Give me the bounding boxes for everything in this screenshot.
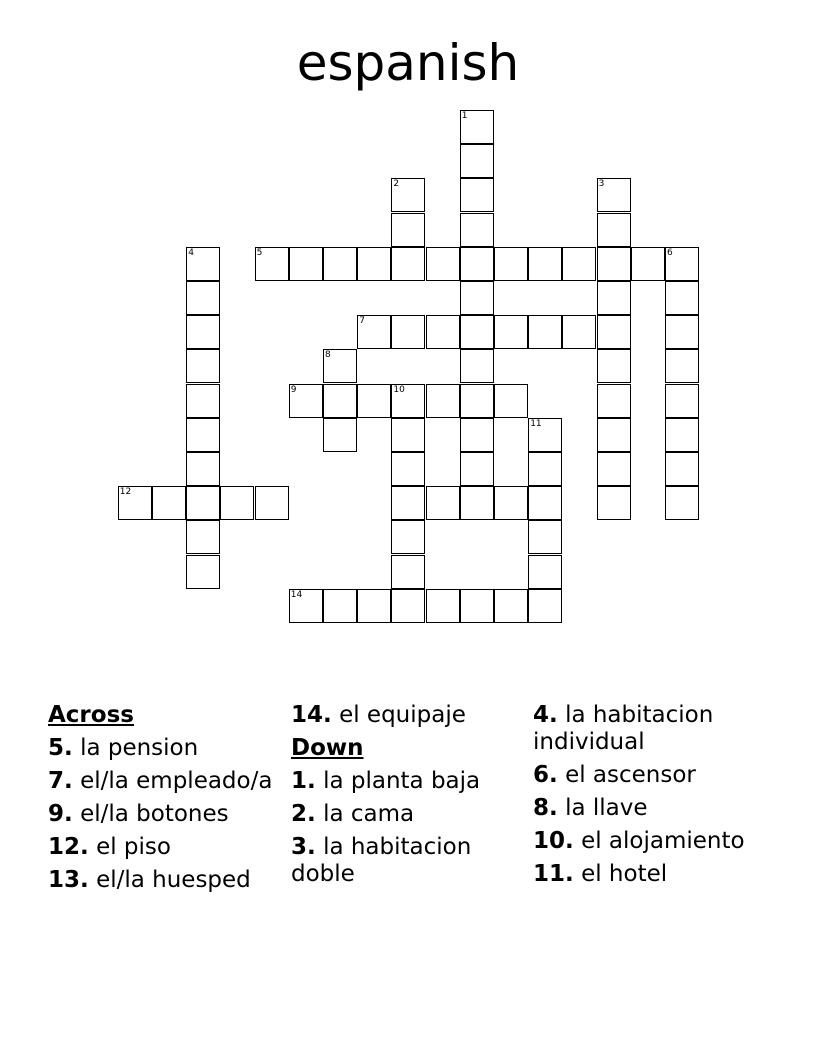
grid-cell[interactable] [391, 418, 425, 452]
clue-text: el/la huesped [96, 867, 251, 893]
grid-cell[interactable] [391, 452, 425, 486]
grid-cell[interactable] [426, 247, 460, 281]
puzzle-title: espanish [296, 34, 520, 92]
grid-cell[interactable] [289, 247, 323, 281]
grid-cell[interactable] [494, 486, 528, 520]
grid-cell[interactable] [665, 384, 699, 418]
clue-column-3 [533, 702, 763, 894]
grid-cell[interactable] [460, 144, 494, 178]
grid-cell[interactable] [323, 247, 357, 281]
grid-cell[interactable] [562, 315, 596, 349]
grid-cell[interactable] [665, 486, 699, 520]
grid-cell[interactable] [597, 281, 631, 315]
clue-number-label: 14 [290, 589, 303, 600]
clue-number-label: 3 [598, 179, 605, 190]
grid-cell[interactable] [460, 452, 494, 486]
clue-number: 10. [533, 828, 574, 854]
grid-cell[interactable] [597, 315, 631, 349]
clue-item [533, 762, 763, 789]
clue-text: la cama [323, 801, 415, 827]
clue-text: el/la empleado/a [80, 768, 273, 794]
clue-item [48, 834, 273, 861]
clue-heading-down: Down [291, 735, 364, 761]
clue-item [48, 867, 273, 894]
clue-number-label: 4 [188, 247, 194, 258]
grid-cell[interactable] [460, 589, 494, 623]
grid-cell[interactable] [357, 247, 391, 281]
grid-cell[interactable] [391, 520, 425, 554]
grid-cell[interactable] [528, 555, 562, 589]
grid-cell[interactable] [528, 418, 562, 452]
grid-cell[interactable] [494, 315, 528, 349]
grid-cell[interactable] [460, 213, 494, 247]
grid-cell[interactable] [597, 247, 631, 281]
clue-number-label: 6 [667, 247, 673, 258]
clue-text: la llave [565, 795, 648, 821]
clue-number: 3. [291, 834, 316, 860]
grid-cell[interactable] [597, 418, 631, 452]
grid-cell[interactable] [528, 315, 562, 349]
grid-cell[interactable] [186, 247, 220, 281]
clue-text: el piso [96, 834, 171, 860]
grid-cell[interactable] [665, 452, 699, 486]
grid-cell[interactable] [460, 418, 494, 452]
grid-cell[interactable] [323, 589, 357, 623]
grid-cell[interactable] [597, 384, 631, 418]
grid-cell[interactable] [323, 349, 357, 383]
grid-cell[interactable] [528, 589, 562, 623]
clue-number-label: 9 [290, 384, 297, 395]
grid-cell[interactable] [255, 247, 289, 281]
grid-cell[interactable] [562, 247, 596, 281]
clue-number: 6. [533, 762, 558, 788]
grid-cell[interactable] [597, 349, 631, 383]
grid-cell[interactable] [528, 452, 562, 486]
clue-item [291, 768, 516, 795]
grid-cell[interactable] [460, 281, 494, 315]
grid-cell[interactable] [460, 110, 494, 144]
grid-cell[interactable] [152, 486, 186, 520]
grid-cell[interactable] [391, 213, 425, 247]
grid-cell[interactable] [289, 589, 323, 623]
clue-text: el ascensor [565, 762, 696, 788]
clue-number: 8. [533, 795, 558, 821]
grid-cell[interactable] [665, 418, 699, 452]
clue-item [533, 828, 763, 855]
clue-item [48, 801, 273, 828]
grid-cell[interactable] [118, 486, 152, 520]
grid-cell[interactable] [597, 178, 631, 212]
clue-item [48, 768, 273, 795]
clue-number-label: 10 [393, 384, 405, 395]
grid-cell[interactable] [460, 315, 494, 349]
grid-cell[interactable] [494, 589, 528, 623]
clue-number: 1. [291, 768, 316, 794]
grid-cell[interactable] [186, 418, 220, 452]
grid-cell[interactable] [597, 486, 631, 520]
clue-item [533, 795, 763, 822]
grid-cell[interactable] [494, 247, 528, 281]
grid-cell[interactable] [665, 349, 699, 383]
grid-cell[interactable] [357, 315, 391, 349]
grid-cell[interactable] [323, 418, 357, 452]
grid-cell[interactable] [460, 486, 494, 520]
clue-column-2 [291, 702, 516, 894]
clue-number: 14. [291, 702, 332, 728]
clue-text: la planta baja [323, 768, 481, 794]
grid-cell[interactable] [494, 384, 528, 418]
grid-cell[interactable] [528, 520, 562, 554]
grid-cell[interactable] [460, 349, 494, 383]
grid-cell[interactable] [597, 452, 631, 486]
grid-cell[interactable] [186, 349, 220, 383]
clue-text: la habitacion individual [533, 702, 714, 755]
grid-cell[interactable] [391, 589, 425, 623]
clue-item [533, 702, 763, 756]
clue-number-label: 12 [119, 487, 132, 498]
grid-cell[interactable] [665, 315, 699, 349]
grid-cell[interactable] [597, 213, 631, 247]
clue-item [533, 861, 763, 888]
clue-item [48, 735, 273, 762]
grid-cell[interactable] [426, 486, 460, 520]
grid-cell[interactable] [460, 384, 494, 418]
grid-cell[interactable] [186, 384, 220, 418]
grid-cell[interactable] [186, 315, 220, 349]
grid-cell[interactable] [357, 589, 391, 623]
clue-number: 11. [533, 861, 574, 887]
clue-number-label: 11 [530, 418, 542, 429]
clue-item [291, 801, 516, 828]
clue-number: 7. [48, 768, 73, 794]
clue-number: 12. [48, 834, 89, 860]
grid-cell[interactable] [186, 520, 220, 554]
grid-cell[interactable] [391, 555, 425, 589]
grid-cell[interactable] [426, 589, 460, 623]
grid-cell[interactable] [460, 247, 494, 281]
clue-text: la pension [80, 735, 199, 761]
grid-cell[interactable] [391, 486, 425, 520]
grid-cell[interactable] [631, 247, 665, 281]
grid-cell[interactable] [460, 178, 494, 212]
clue-text: el alojamiento [581, 828, 745, 854]
clue-number: 9. [48, 801, 73, 827]
clue-column-1 [48, 702, 273, 900]
grid-cell[interactable] [220, 486, 254, 520]
grid-cell[interactable] [357, 384, 391, 418]
clue-item [291, 834, 516, 888]
grid-cell[interactable] [528, 247, 562, 281]
grid-cell[interactable] [255, 486, 289, 520]
clue-number-label: 8 [325, 350, 331, 361]
grid-cell[interactable] [186, 452, 220, 486]
grid-cell[interactable] [289, 384, 323, 418]
clue-number-label: 1 [461, 111, 468, 121]
grid-cell[interactable] [528, 486, 562, 520]
grid-cell[interactable] [391, 384, 425, 418]
grid-cell[interactable] [186, 281, 220, 315]
clue-heading-across: Across [48, 702, 134, 728]
grid-cell[interactable] [391, 315, 425, 349]
clue-text: la habitacion doble [291, 834, 472, 887]
grid-cell[interactable] [426, 315, 460, 349]
clue-number-label: 5 [256, 247, 263, 258]
clue-number-label: 2 [393, 179, 400, 190]
clue-text: el/la botones [80, 801, 229, 827]
grid-cell[interactable] [426, 384, 460, 418]
grid-cell[interactable] [186, 486, 220, 520]
grid-cell[interactable] [665, 247, 699, 281]
clue-number: 2. [291, 801, 316, 827]
grid-cell[interactable] [391, 178, 425, 212]
clue-number-label: 7 [359, 316, 365, 327]
clue-number: 13. [48, 867, 89, 893]
clue-text: el hotel [581, 861, 668, 887]
grid-cell[interactable] [665, 281, 699, 315]
grid-cell[interactable] [323, 384, 357, 418]
clue-number: 4. [533, 702, 558, 728]
grid-cell[interactable] [186, 555, 220, 589]
clue-item [291, 702, 516, 729]
clue-number: 5. [48, 735, 73, 761]
grid-cell[interactable] [391, 247, 425, 281]
clue-text: el equipaje [339, 702, 466, 728]
